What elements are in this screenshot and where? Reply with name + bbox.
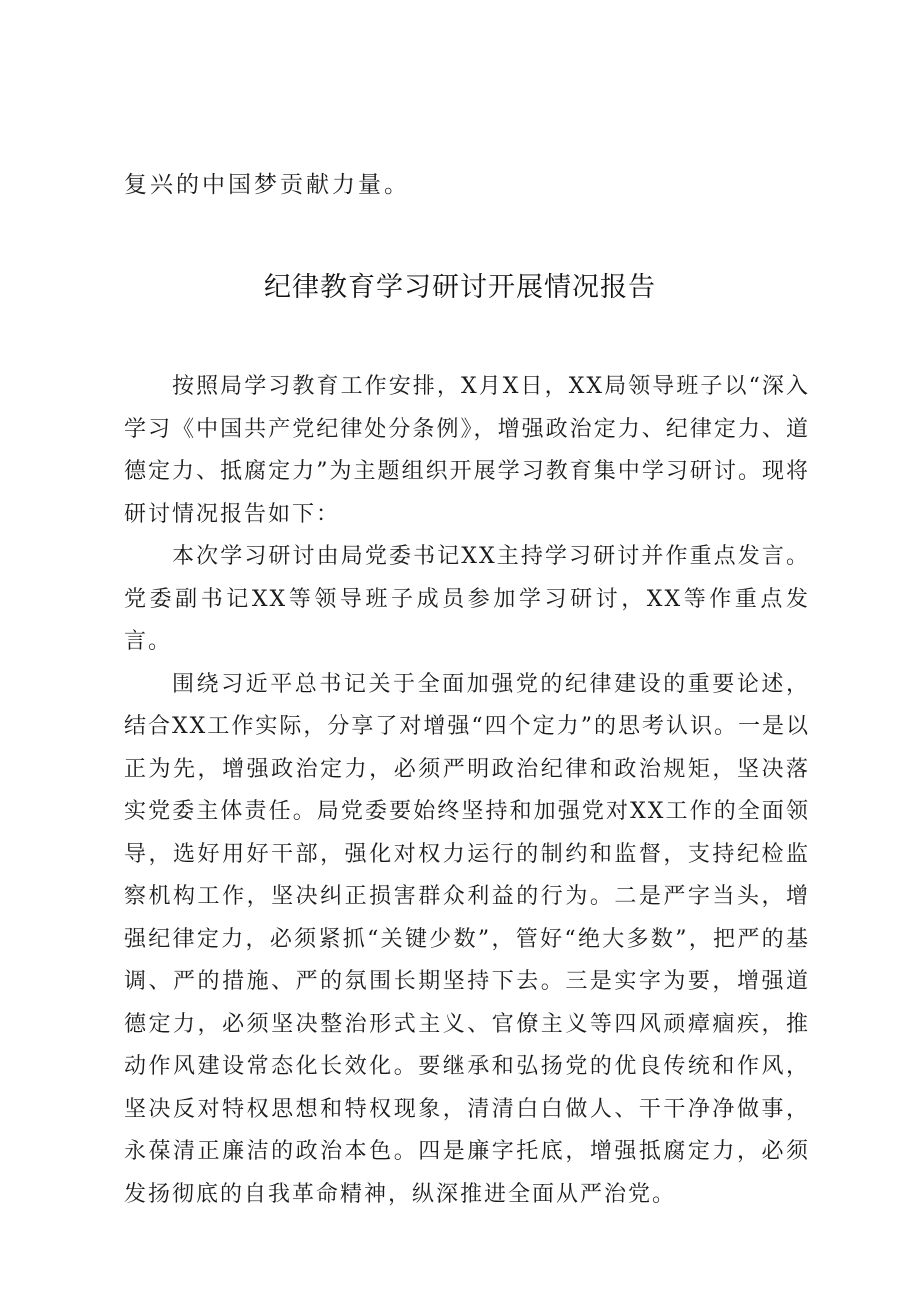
document-title: 纪律教育学习研讨开展情况报告 [264,272,656,303]
paragraph-1: 按照局学习教育工作安排，X月X日，XX局领导班子以“深入学习《中国共产党纪律处分条例》，增强政治定力、纪律定力、道德定力、抵腐定力”为主题组织开展学习教育集中学习研讨。现将研讨情况报告如下： [124,374,810,527]
carryover-line: 复兴的中国梦贡献力量。 [124,172,410,198]
document-body [124,366,810,1216]
paragraph-3: 围绕习近平总书记关于全面加强党的纪律建设的重要论述，结合XX工作实际，分享了对增强“四个定力”的思考认识。一是以正为先，增强政治定力，必须严明政治纪律和政治规矩，坚决落实党委主体责任。局党委要始终坚持和加强党对XX工作的全面领导，选好用好干部，强化对权力运行的制约和监督，支持纪检监察机构工作，坚决纠正损害群众利益的行为。二是严字当头，增强纪律定力，必须紧抓“关键少数”，管好“绝大多数”，把严的基调、严的措施、严的氛围长期坚持下去。三是实字为要，增强道德定力，必须坚决整治形式主义、官僚主义等四风顽瘴痼疾，推动作风建设常态化长效化。要继承和弘扬党的优良传统和作风，坚决反对特权思想和特权现象，清清白白做人、干干净净做事，永葆清正廉洁的政治本色。四是廉字托底，增强抵腐定力，必须发扬彻底的自我革命精神，纵深推进全面从严治党。 [124,671,810,1207]
paragraph-2: 本次学习研讨由局党委书记XX主持学习研讨并作重点发言。党委副书记XX等领导班子成员参加学习研讨，XX等作重点发言。 [124,544,810,654]
